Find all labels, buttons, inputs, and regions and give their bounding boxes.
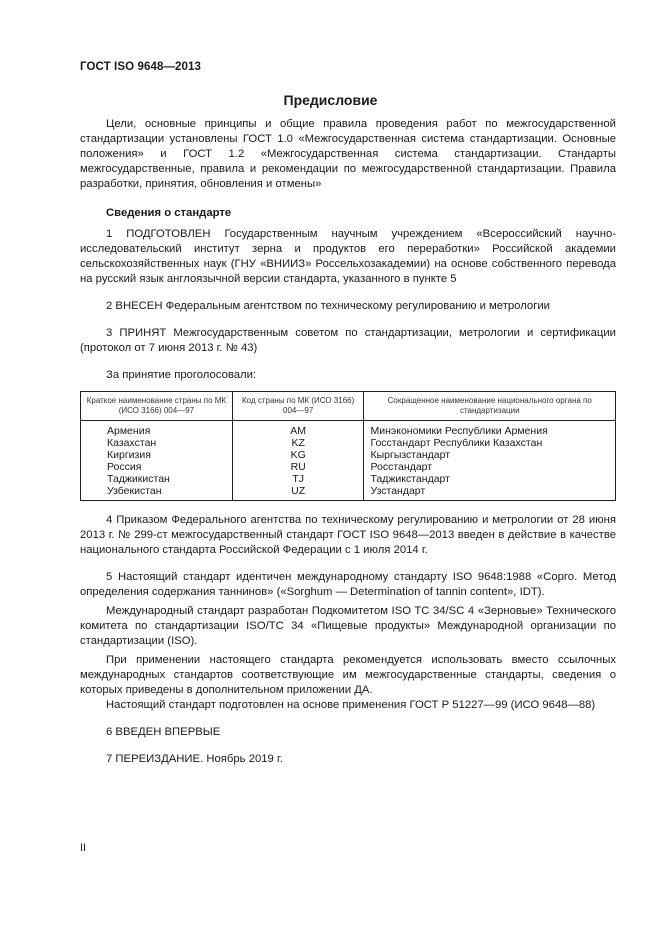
document-header: ГОСТ ISO 9648—2013 xyxy=(80,61,202,73)
country-cell: Россия xyxy=(81,461,233,473)
document-body xyxy=(80,117,616,767)
item-1-paragraph: 1 ПОДГОТОВЛЕН Государственным научным учреждением «Всероссийский научно-исследовательский институт зерна и продуктов его переработки» Российской академии сельскохозяйственных наук (ГНУ «ВНИИЗ» Россельхозакадемии) на основе собственного перевода на русский язык англоязычной версии стандарта, указанного в пункте 5 xyxy=(80,228,616,285)
section-heading: Сведения о стандарте xyxy=(106,207,232,219)
item-5-references-paragraph: При применении настоящего стандарта рекомендуется использовать вместо ссылочных международных стандартов соответствующие им межгосударственные стандарты, сведения о которых приведены в дополнительном приложении ДА. xyxy=(80,654,616,696)
body-cell: Узстандарт xyxy=(364,485,616,501)
country-cell: Киргизия xyxy=(81,449,233,461)
code-cell: KG xyxy=(232,449,364,461)
item-6-paragraph: 6 ВВЕДЕН ВПЕРВЫЕ xyxy=(106,726,221,738)
country-cell: Армения xyxy=(81,421,233,438)
item-5-basis-paragraph: Настоящий стандарт подготовлен на основе применения ГОСТ Р 51227—99 (ИСО 9648—88) xyxy=(106,699,596,711)
item-7-paragraph: 7 ПЕРЕИЗДАНИЕ. Ноябрь 2019 г. xyxy=(106,753,283,765)
voted-label: За принятие проголосовали: xyxy=(106,369,257,381)
page-number: II xyxy=(80,842,87,854)
table-header-code: Код страны по МК (ИСО 3166) 004—97 xyxy=(232,392,364,421)
table-header-country: Краткое наименование страны по МК (ИСО 3166) 004—97 xyxy=(81,392,233,421)
table-row xyxy=(81,437,616,449)
code-cell: TJ xyxy=(232,473,364,485)
item-4-paragraph: 4 Приказом Федерального агентства по техническому регулированию и метрологии от 28 июня 2013 г. № 299-ст межгосударственный стандарт ГОСТ ISO 9648—2013 введен в действие в качестве национального стандарта Российской Федерации с 1 июля 2014 г. xyxy=(80,514,616,556)
table-row xyxy=(81,449,616,461)
country-cell: Казахстан xyxy=(81,437,233,449)
table-header-body: Сокращенное наименование национального органа по стандартизации xyxy=(364,392,616,421)
code-cell: RU xyxy=(232,461,364,473)
code-cell: UZ xyxy=(232,485,364,501)
table-row xyxy=(81,485,616,501)
item-5-origin-paragraph: Международный стандарт разработан Подкомитетом ISO TC 34/SC 4 «Зерновые» Технического комитета по стандартизации ISO/TC 34 «Пищевые продукты» Международной организации по стандартизации (ISO). xyxy=(80,605,616,647)
code-cell: KZ xyxy=(232,437,364,449)
country-cell: Узбекистан xyxy=(81,485,233,501)
item-2-paragraph: 2 ВНЕСЕН Федеральным агентством по техническому регулированию и метрологии xyxy=(106,300,550,312)
body-cell: Таджикстандарт xyxy=(364,473,616,485)
item-5-paragraph: 5 Настоящий стандарт идентичен международному стандарту ISO 9648:1988 «Сорго. Метод определения содержания таннинов» («Sorghum — Determination of tannin content», IDT). xyxy=(80,571,616,598)
body-cell: Госстандарт Республики Казахстан xyxy=(364,437,616,449)
page-title: Предисловие xyxy=(283,92,378,108)
body-cell: Кыргызстандарт xyxy=(364,449,616,461)
body-cell: Минэкономики Республики Армения xyxy=(364,421,616,438)
intro-paragraph: Цели, основные принципы и общие правила проведения работ по межгосударственной стандартизации установлены ГОСТ 1.0 «Межгосударственная система стандартизации. Основные положения» и ГОСТ 1.2 «Межгосударственная система стандартизации. Стандарты межгосударственные, правила и рекомендации по межгосударственной стандартизации. Правила разработки, принятия, обновления и отмены» xyxy=(80,118,616,190)
table-row xyxy=(81,421,616,438)
voting-table xyxy=(80,391,616,501)
code-cell: AM xyxy=(232,421,364,438)
table-row xyxy=(81,473,616,485)
table-row xyxy=(81,461,616,473)
body-cell: Росстандарт xyxy=(364,461,616,473)
item-3-paragraph: 3 ПРИНЯТ Межгосударственным советом по стандартизации, метрологии и сертификации (протокол от 7 июня 2013 г. № 43) xyxy=(80,327,616,354)
country-cell: Таджикистан xyxy=(81,473,233,485)
